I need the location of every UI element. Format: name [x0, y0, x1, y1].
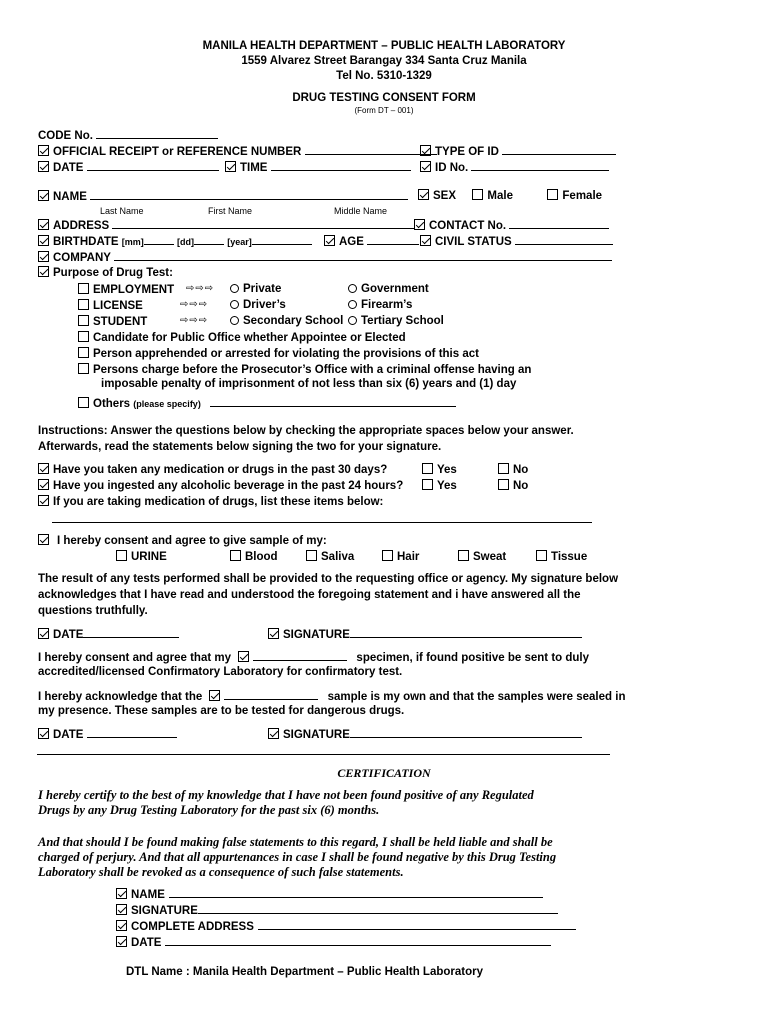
birthdate-row [38, 234, 312, 248]
blood-label: Blood [245, 551, 278, 563]
others-row [78, 396, 456, 410]
no-label: No [513, 464, 529, 476]
cert-name-row [116, 887, 543, 901]
candidate-row [78, 331, 406, 344]
checkbox-icon[interactable] [420, 161, 431, 172]
no-checkbox[interactable] [498, 479, 509, 490]
age-field[interactable] [367, 234, 419, 245]
question-3-label: If you are taking medication of drugs, list these items below: [53, 496, 384, 508]
org-tel: Tel No. 5310-1329 [336, 70, 432, 82]
consent-signature-row [268, 627, 582, 641]
cert-p2-line-1: And that should I be found making false statements to this regard, I shall be held liable and shall be [38, 835, 553, 849]
urine-label: URINE [131, 551, 167, 563]
middle-name-caption: Middle Name [334, 206, 388, 216]
question-1-label: Have you taken any medication or drugs in the past 30 days? [53, 464, 388, 476]
address-row [38, 218, 414, 232]
type-of-id-field[interactable] [502, 144, 616, 155]
checkbox-icon[interactable] [116, 920, 127, 931]
ack-date-field[interactable] [87, 727, 177, 738]
company-label: COMPANY [53, 252, 111, 264]
cert-address-field[interactable] [258, 919, 576, 930]
license-label: LICENSE [93, 300, 143, 312]
employment-checkbox[interactable] [78, 283, 89, 294]
sample-sweat[interactable] [458, 550, 506, 563]
tertiary-label: Tertiary School [361, 315, 444, 327]
dd-field[interactable] [194, 234, 224, 245]
mm-caption: [mm] [121, 237, 144, 247]
time-field[interactable] [271, 160, 411, 171]
age-label: AGE [339, 236, 364, 248]
instructions-line-1: Instructions: Answer the questions below by checking the appropriate spaces below your answer. [38, 425, 574, 437]
yes-checkbox[interactable] [422, 463, 433, 474]
company-row [38, 250, 612, 264]
checkbox-icon[interactable] [420, 235, 431, 246]
saliva-label: Saliva [321, 551, 355, 563]
checkbox-icon[interactable] [238, 651, 249, 662]
radio-icon[interactable] [230, 284, 239, 293]
q1-yes[interactable] [422, 463, 457, 476]
question-1 [38, 463, 387, 476]
yes-checkbox[interactable] [422, 479, 433, 490]
form-number: (Form DT – 001) [354, 106, 414, 115]
prosecutor-row [78, 363, 531, 376]
checkbox-icon[interactable] [225, 161, 236, 172]
ack-text-b: sample is my own and that the samples were sealed in [327, 691, 626, 703]
result-line-3: questions truthfully. [38, 605, 148, 617]
ack-date-row [38, 727, 177, 741]
saliva-checkbox[interactable] [306, 550, 317, 561]
checkbox-icon[interactable] [324, 235, 335, 246]
tissue-checkbox[interactable] [536, 550, 547, 561]
sample-saliva[interactable] [306, 550, 354, 563]
name-field[interactable] [90, 189, 408, 200]
others-field[interactable] [210, 396, 456, 407]
cert-p1-line-1: I hereby certify to the best of my knowledge that I have not been found positive of any Regulated [38, 788, 534, 802]
firearms-label: Firearm’s [361, 299, 413, 311]
government-label: Government [361, 283, 429, 295]
checkbox-icon[interactable] [38, 495, 49, 506]
employment-label: EMPLOYMENT [93, 284, 175, 296]
cert-date-label: DATE [131, 937, 162, 949]
checkbox-icon[interactable] [38, 190, 49, 201]
consent-signature-field[interactable] [350, 627, 582, 638]
checkbox-icon[interactable] [420, 145, 431, 156]
checkbox-icon[interactable] [38, 628, 49, 639]
confirm-text-b: specimen, if found positive be sent to duly [356, 652, 590, 664]
id-no-label: ID No. [435, 162, 469, 174]
secondary-option[interactable] [230, 315, 343, 327]
hair-checkbox[interactable] [382, 550, 393, 561]
candidate-label: Candidate for Public Office whether Appointee or Elected [93, 332, 406, 344]
license-checkbox[interactable] [78, 299, 89, 310]
section-divider [37, 754, 610, 755]
sex-label: SEX [433, 190, 457, 202]
org-title: MANILA HEALTH DEPARTMENT – PUBLIC HEALTH LABORATORY [202, 40, 566, 52]
hair-label: Hair [397, 551, 420, 563]
code-no-label: CODE No. [38, 130, 93, 142]
arrow-icon: ⇨⇨⇨ [180, 315, 209, 326]
checkbox-icon[interactable] [116, 904, 127, 915]
checkbox-icon[interactable] [38, 463, 49, 474]
apprehended-row [78, 347, 479, 360]
sample-blood[interactable] [230, 550, 278, 563]
arrow-icon: ⇨⇨⇨ [186, 283, 215, 294]
civil-status-label: CIVIL STATUS [435, 236, 512, 248]
id-no-row [420, 160, 609, 174]
consent-date-label: DATE [53, 629, 84, 641]
blood-checkbox[interactable] [230, 550, 241, 561]
age-row [324, 234, 419, 248]
cert-signature-field[interactable] [198, 903, 558, 914]
consent-row [38, 534, 327, 547]
checkbox-icon[interactable] [38, 145, 49, 156]
license-row [78, 299, 143, 312]
time-row [225, 160, 411, 174]
contact-label: CONTACT No. [429, 220, 507, 232]
contact-row [414, 218, 609, 232]
checkbox-icon[interactable] [418, 189, 429, 200]
instructions-line-2: Afterwards, read the statements below signing the two for your signature. [38, 441, 442, 453]
others-label: Others [93, 398, 131, 410]
female-checkbox[interactable] [547, 189, 558, 200]
question-2-label: Have you ingested any alcoholic beverage in the past 24 hours? [53, 480, 404, 492]
last-name-caption: Last Name [100, 206, 144, 216]
student-row [78, 315, 147, 328]
private-option[interactable] [230, 283, 281, 295]
name-label: NAME [53, 191, 87, 203]
checkbox-icon[interactable] [209, 690, 220, 701]
confirm-line-2: accredited/licensed Confirmatory Laboratory for confirmatory test. [38, 666, 403, 678]
arrow-icon: ⇨⇨⇨ [180, 299, 209, 310]
secondary-label: Secondary School [243, 315, 344, 327]
dtl-name: DTL Name : Manila Health Department – Public Health Laboratory [126, 966, 483, 978]
ack-line-2: my presence. These samples are to be tested for dangerous drugs. [38, 705, 405, 717]
checkbox-icon[interactable] [38, 479, 49, 490]
checkbox-icon[interactable] [116, 936, 127, 947]
dd-caption: [dd] [177, 237, 194, 247]
checkbox-icon[interactable] [38, 266, 49, 277]
checkbox-icon[interactable] [38, 235, 49, 246]
firearms-option[interactable] [348, 299, 412, 311]
radio-icon[interactable] [230, 300, 239, 309]
tissue-label: Tissue [551, 551, 588, 563]
result-line-2: acknowledges that I have read and understood the foregoing statement and i have answered all the [38, 589, 581, 601]
sample-field[interactable] [224, 689, 318, 700]
checkbox-icon[interactable] [414, 219, 425, 230]
cert-name-label: NAME [131, 889, 165, 901]
no-checkbox[interactable] [498, 463, 509, 474]
cert-p2-line-2: charged of perjury. And that all appurtenances in case I shall be found negative by this Drug Testing [38, 850, 557, 864]
first-name-caption: First Name [208, 206, 253, 216]
consent-date-field[interactable] [83, 627, 179, 638]
official-receipt-row [38, 144, 437, 158]
code-no-field[interactable] [96, 128, 218, 139]
certification-title: CERTIFICATION [337, 766, 431, 780]
time-label: TIME [240, 162, 268, 174]
female-label: Female [562, 190, 603, 202]
cert-p1-line-2: Drugs by any Drug Testing Laboratory for the past six (6) months. [38, 803, 380, 817]
specimen-field[interactable] [253, 650, 347, 661]
confirm-text-a: I hereby consent and agree that my [38, 652, 232, 664]
code-no-row [38, 128, 218, 142]
no-label: No [513, 480, 529, 492]
prosecutor-checkbox[interactable] [78, 363, 89, 374]
drivers-option[interactable] [230, 299, 286, 311]
checkbox-icon[interactable] [268, 628, 279, 639]
checkbox-icon[interactable] [38, 728, 49, 739]
confirm-line-1 [38, 650, 589, 664]
apprehended-checkbox[interactable] [78, 347, 89, 358]
question-3 [38, 495, 383, 508]
purpose-label: Purpose of Drug Test: [53, 267, 173, 279]
date-row [38, 160, 219, 174]
q1-no[interactable] [498, 463, 528, 476]
radio-icon[interactable] [348, 316, 357, 325]
year-field[interactable] [252, 234, 312, 245]
drivers-label: Driver’s [243, 299, 286, 311]
radio-icon[interactable] [230, 316, 239, 325]
cert-signature-label: SIGNATURE [131, 905, 198, 917]
cert-address-label: COMPLETE ADDRESS [131, 921, 254, 933]
result-line-1: The result of any tests performed shall be provided to the requesting office or agency. My signature below [38, 573, 619, 585]
government-option[interactable] [348, 283, 429, 295]
cert-address-row [116, 919, 576, 933]
cert-date-field[interactable] [165, 935, 551, 946]
urine-checkbox[interactable] [116, 550, 127, 561]
ack-signature-field[interactable] [350, 727, 582, 738]
private-label: Private [243, 283, 282, 295]
contact-field[interactable] [509, 218, 609, 229]
address-label: ADDRESS [53, 220, 110, 232]
id-no-field[interactable] [471, 160, 609, 171]
prosecutor-label-1: Persons charge before the Prosecutor’s Office with a criminal offense having an [93, 364, 532, 376]
sample-hair[interactable] [382, 550, 419, 563]
radio-icon[interactable] [348, 300, 357, 309]
company-field[interactable] [114, 250, 612, 261]
date-label: DATE [53, 162, 84, 174]
date-field[interactable] [87, 160, 219, 171]
tertiary-option[interactable] [348, 315, 444, 327]
sex-row [418, 189, 602, 202]
type-of-id-row [420, 144, 616, 158]
year-caption: [year] [227, 237, 252, 247]
name-row [38, 189, 408, 203]
checkbox-icon[interactable] [268, 728, 279, 739]
male-checkbox[interactable] [472, 189, 483, 200]
ack-text-a: I hereby acknowledge that the [38, 691, 203, 703]
sweat-checkbox[interactable] [458, 550, 469, 561]
q2-no[interactable] [498, 479, 528, 492]
ack-line-1 [38, 689, 625, 703]
medication-list-line[interactable] [52, 522, 592, 523]
sample-tissue[interactable] [536, 550, 587, 563]
type-of-id-label: TYPE OF ID [435, 146, 499, 158]
q2-yes[interactable] [422, 479, 457, 492]
yes-label: Yes [437, 464, 457, 476]
others-checkbox[interactable] [78, 397, 89, 408]
question-2 [38, 479, 403, 492]
student-checkbox[interactable] [78, 315, 89, 326]
ack-signature-label: SIGNATURE [283, 729, 350, 741]
apprehended-label: Person apprehended or arrested for violating the provisions of this act [93, 348, 479, 360]
ack-date-label: DATE [53, 729, 84, 741]
consent-signature-label: SIGNATURE [283, 629, 350, 641]
male-label: Male [487, 190, 513, 202]
org-address: 1559 Alvarez Street Barangay 334 Santa Cruz Manila [241, 55, 527, 67]
checkbox-icon[interactable] [38, 161, 49, 172]
sample-urine[interactable] [116, 550, 167, 563]
radio-icon[interactable] [348, 284, 357, 293]
purpose-row [38, 266, 173, 279]
checkbox-icon[interactable] [38, 534, 49, 545]
sweat-label: Sweat [473, 551, 507, 563]
cert-signature-row [116, 903, 558, 917]
mm-field[interactable] [144, 234, 174, 245]
checkbox-icon[interactable] [38, 219, 49, 230]
form-title: DRUG TESTING CONSENT FORM [292, 92, 476, 104]
civil-status-field[interactable] [515, 234, 613, 245]
cert-name-field[interactable] [169, 887, 543, 898]
official-receipt-label: OFFICIAL RECEIPT or REFERENCE NUMBER [53, 146, 302, 158]
cert-date-row [116, 935, 551, 949]
candidate-checkbox[interactable] [78, 331, 89, 342]
consent-label: I hereby consent and agree to give sample of my: [57, 535, 327, 547]
official-receipt-field[interactable] [305, 144, 437, 155]
prosecutor-label-2: imposable penalty of imprisonment of not less than six (6) years and (1) day [101, 378, 517, 390]
ack-signature-row [268, 727, 582, 741]
birthdate-label: BIRTHDATE [53, 236, 119, 248]
checkbox-icon[interactable] [38, 251, 49, 262]
employment-row [78, 283, 174, 296]
checkbox-icon[interactable] [116, 888, 127, 899]
cert-p2-line-3: Laboratory shall be revoked as a consequence of such false statements. [38, 865, 404, 879]
civil-status-row [420, 234, 613, 248]
address-field[interactable] [112, 218, 414, 229]
consent-date-row [38, 627, 179, 641]
please-specify-caption: (please specify) [133, 399, 201, 409]
student-label: STUDENT [93, 316, 148, 328]
yes-label: Yes [437, 480, 457, 492]
